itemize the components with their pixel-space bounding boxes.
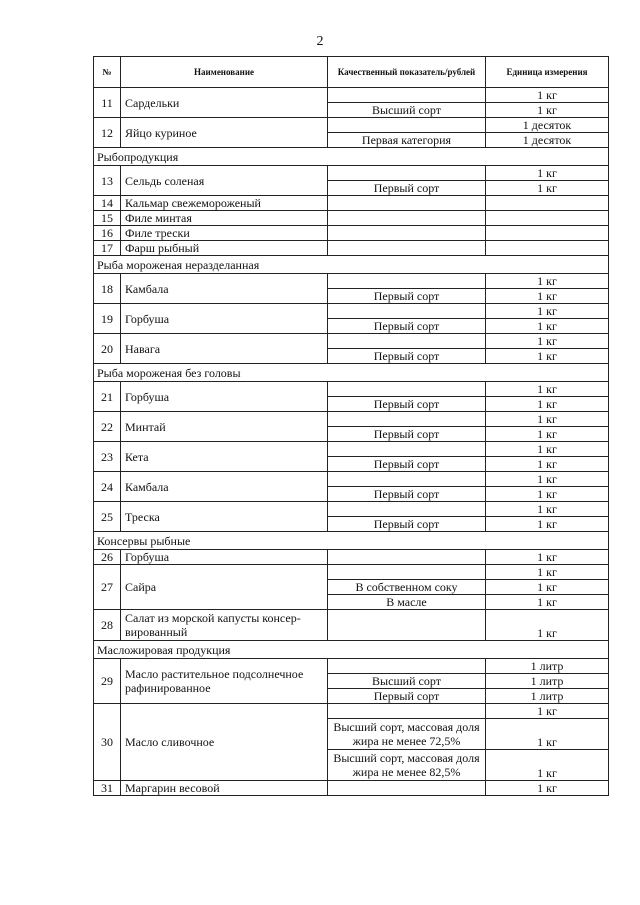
row-quality: [328, 565, 486, 580]
row-unit: 1 кг: [486, 704, 609, 719]
row-quality: Первый сорт: [328, 349, 486, 364]
table-row: [94, 241, 609, 256]
row-num: 15: [94, 211, 121, 226]
table-row: [94, 382, 609, 397]
row-quality: В собственном соку: [328, 580, 486, 595]
row-unit: 1 кг: [486, 442, 609, 457]
row-quality: Высший сорт, массовая доля жира не менее 72,5%: [328, 719, 486, 750]
section-row: [94, 256, 609, 274]
row-num: 31: [94, 781, 121, 796]
row-num: 22: [94, 412, 121, 442]
row-quality: [328, 502, 486, 517]
row-quality: В масле: [328, 595, 486, 610]
row-unit: 1 кг: [486, 103, 609, 118]
row-quality: Первый сорт: [328, 289, 486, 304]
row-unit: 1 кг: [486, 750, 609, 781]
row-quality: [328, 274, 486, 289]
table-row: [94, 118, 609, 133]
row-unit: 1 кг: [486, 487, 609, 502]
row-quality: [328, 334, 486, 349]
row-quality: [328, 382, 486, 397]
section-title: Рыба мороженая неразделанная: [94, 256, 609, 274]
row-quality: [328, 196, 486, 211]
row-unit: 1 литр: [486, 659, 609, 674]
row-unit: 1 кг: [486, 88, 609, 103]
row-quality: Первый сорт: [328, 487, 486, 502]
row-quality: [328, 166, 486, 181]
section-title: Масложировая продукция: [94, 641, 609, 659]
row-quality: [328, 781, 486, 796]
section-row: [94, 532, 609, 550]
row-unit: 1 кг: [486, 289, 609, 304]
row-name: Яйцо куриное: [121, 118, 328, 148]
row-quality: [328, 118, 486, 133]
row-quality: [328, 241, 486, 256]
row-unit: 1 кг: [486, 610, 609, 641]
row-unit: 1 кг: [486, 319, 609, 334]
section-row: [94, 641, 609, 659]
row-num: 19: [94, 304, 121, 334]
table-row: [94, 781, 609, 796]
row-unit: 1 кг: [486, 334, 609, 349]
row-num: 16: [94, 226, 121, 241]
row-name: Сайра: [121, 565, 328, 610]
row-name: Навага: [121, 334, 328, 364]
row-quality: Первый сорт: [328, 517, 486, 532]
table-row: [94, 502, 609, 517]
row-unit: 1 кг: [486, 502, 609, 517]
row-num: 29: [94, 659, 121, 704]
table-row: [94, 659, 609, 674]
row-name: Горбуша: [121, 304, 328, 334]
row-num: 14: [94, 196, 121, 211]
row-name: Кальмар свежемороженый: [121, 196, 328, 211]
table-header: [94, 57, 609, 88]
row-quality: Первый сорт: [328, 689, 486, 704]
row-num: 26: [94, 550, 121, 565]
row-unit: 1 кг: [486, 565, 609, 580]
row-unit: 1 кг: [486, 274, 609, 289]
row-num: 30: [94, 704, 121, 781]
row-unit: [486, 226, 609, 241]
row-quality: [328, 88, 486, 103]
row-unit: 1 кг: [486, 781, 609, 796]
row-quality: [328, 442, 486, 457]
row-unit: 1 кг: [486, 595, 609, 610]
row-name: Кета: [121, 442, 328, 472]
row-name: Горбуша: [121, 382, 328, 412]
table-row: [94, 704, 609, 719]
table-row: [94, 196, 609, 211]
row-quality: [328, 211, 486, 226]
row-unit: 1 кг: [486, 550, 609, 565]
row-num: 24: [94, 472, 121, 502]
row-num: 25: [94, 502, 121, 532]
row-unit: 1 кг: [486, 580, 609, 595]
row-quality: Первый сорт: [328, 457, 486, 472]
section-title: Консервы рыбные: [94, 532, 609, 550]
row-name: Минтай: [121, 412, 328, 442]
row-quality: [328, 550, 486, 565]
row-unit: 1 кг: [486, 517, 609, 532]
row-num: 21: [94, 382, 121, 412]
row-name: Салат из морской капусты консер-вированный: [121, 610, 328, 641]
table-row: [94, 166, 609, 181]
section-title: Рыбопродукция: [94, 148, 609, 166]
row-quality: [328, 610, 486, 641]
row-quality: Высший сорт: [328, 674, 486, 689]
row-num: 27: [94, 565, 121, 610]
row-num: 13: [94, 166, 121, 196]
row-name: Филе трески: [121, 226, 328, 241]
row-unit: 1 кг: [486, 397, 609, 412]
row-unit: [486, 211, 609, 226]
row-quality: [328, 659, 486, 674]
row-quality: [328, 412, 486, 427]
row-unit: 1 кг: [486, 181, 609, 196]
table-row: [94, 226, 609, 241]
header-name: Наименование: [121, 57, 328, 88]
row-quality: Первый сорт: [328, 397, 486, 412]
header-unit: Единица измерения: [486, 57, 609, 88]
row-num: 17: [94, 241, 121, 256]
header-quality: Качественный показатель/рублей: [328, 57, 486, 88]
row-unit: 1 литр: [486, 674, 609, 689]
row-name: Треска: [121, 502, 328, 532]
row-name: Филе минтая: [121, 211, 328, 226]
table-row: [94, 412, 609, 427]
row-unit: 1 кг: [486, 412, 609, 427]
row-quality: Первый сорт: [328, 427, 486, 442]
row-name: Масло сливочное: [121, 704, 328, 781]
row-unit: 1 кг: [486, 427, 609, 442]
table-row: [94, 472, 609, 487]
table-row: [94, 442, 609, 457]
row-quality: [328, 472, 486, 487]
row-name: Горбуша: [121, 550, 328, 565]
row-quality: [328, 704, 486, 719]
row-num: 20: [94, 334, 121, 364]
row-unit: [486, 196, 609, 211]
row-unit: 1 кг: [486, 382, 609, 397]
table-row: [94, 334, 609, 349]
row-unit: [486, 241, 609, 256]
row-num: 23: [94, 442, 121, 472]
row-quality: Первый сорт: [328, 319, 486, 334]
row-quality: Высший сорт: [328, 103, 486, 118]
row-quality: Первая категория: [328, 133, 486, 148]
row-unit: 1 литр: [486, 689, 609, 704]
row-num: 28: [94, 610, 121, 641]
row-unit: 1 десяток: [486, 133, 609, 148]
row-unit: 1 кг: [486, 304, 609, 319]
row-name: Сельдь соленая: [121, 166, 328, 196]
section-title: Рыба мороженая без головы: [94, 364, 609, 382]
row-num: 12: [94, 118, 121, 148]
row-quality: Высший сорт, массовая доля жира не менее 82,5%: [328, 750, 486, 781]
table-row: [94, 211, 609, 226]
row-name: Сардельки: [121, 88, 328, 118]
table-row: [94, 550, 609, 565]
row-unit: 1 кг: [486, 472, 609, 487]
row-unit: 1 кг: [486, 349, 609, 364]
row-num: 11: [94, 88, 121, 118]
row-name: Камбала: [121, 274, 328, 304]
table-row: [94, 304, 609, 319]
section-row: [94, 148, 609, 166]
row-quality: Первый сорт: [328, 181, 486, 196]
row-name: Масло растительное подсолнечное рафинированное: [121, 659, 328, 704]
row-name: Фарш рыбный: [121, 241, 328, 256]
row-unit: 1 десяток: [486, 118, 609, 133]
row-unit: 1 кг: [486, 719, 609, 750]
page-number: 2: [316, 34, 324, 49]
price-table: [93, 56, 609, 796]
table-row: [94, 565, 609, 580]
row-unit: 1 кг: [486, 166, 609, 181]
row-quality: [328, 304, 486, 319]
section-row: [94, 364, 609, 382]
table-row: [94, 274, 609, 289]
row-num: 18: [94, 274, 121, 304]
header-num: №: [94, 57, 121, 88]
row-quality: [328, 226, 486, 241]
row-name: Маргарин весовой: [121, 781, 328, 796]
row-name: Камбала: [121, 472, 328, 502]
table-row: [94, 610, 609, 641]
table-row: [94, 88, 609, 103]
row-unit: 1 кг: [486, 457, 609, 472]
